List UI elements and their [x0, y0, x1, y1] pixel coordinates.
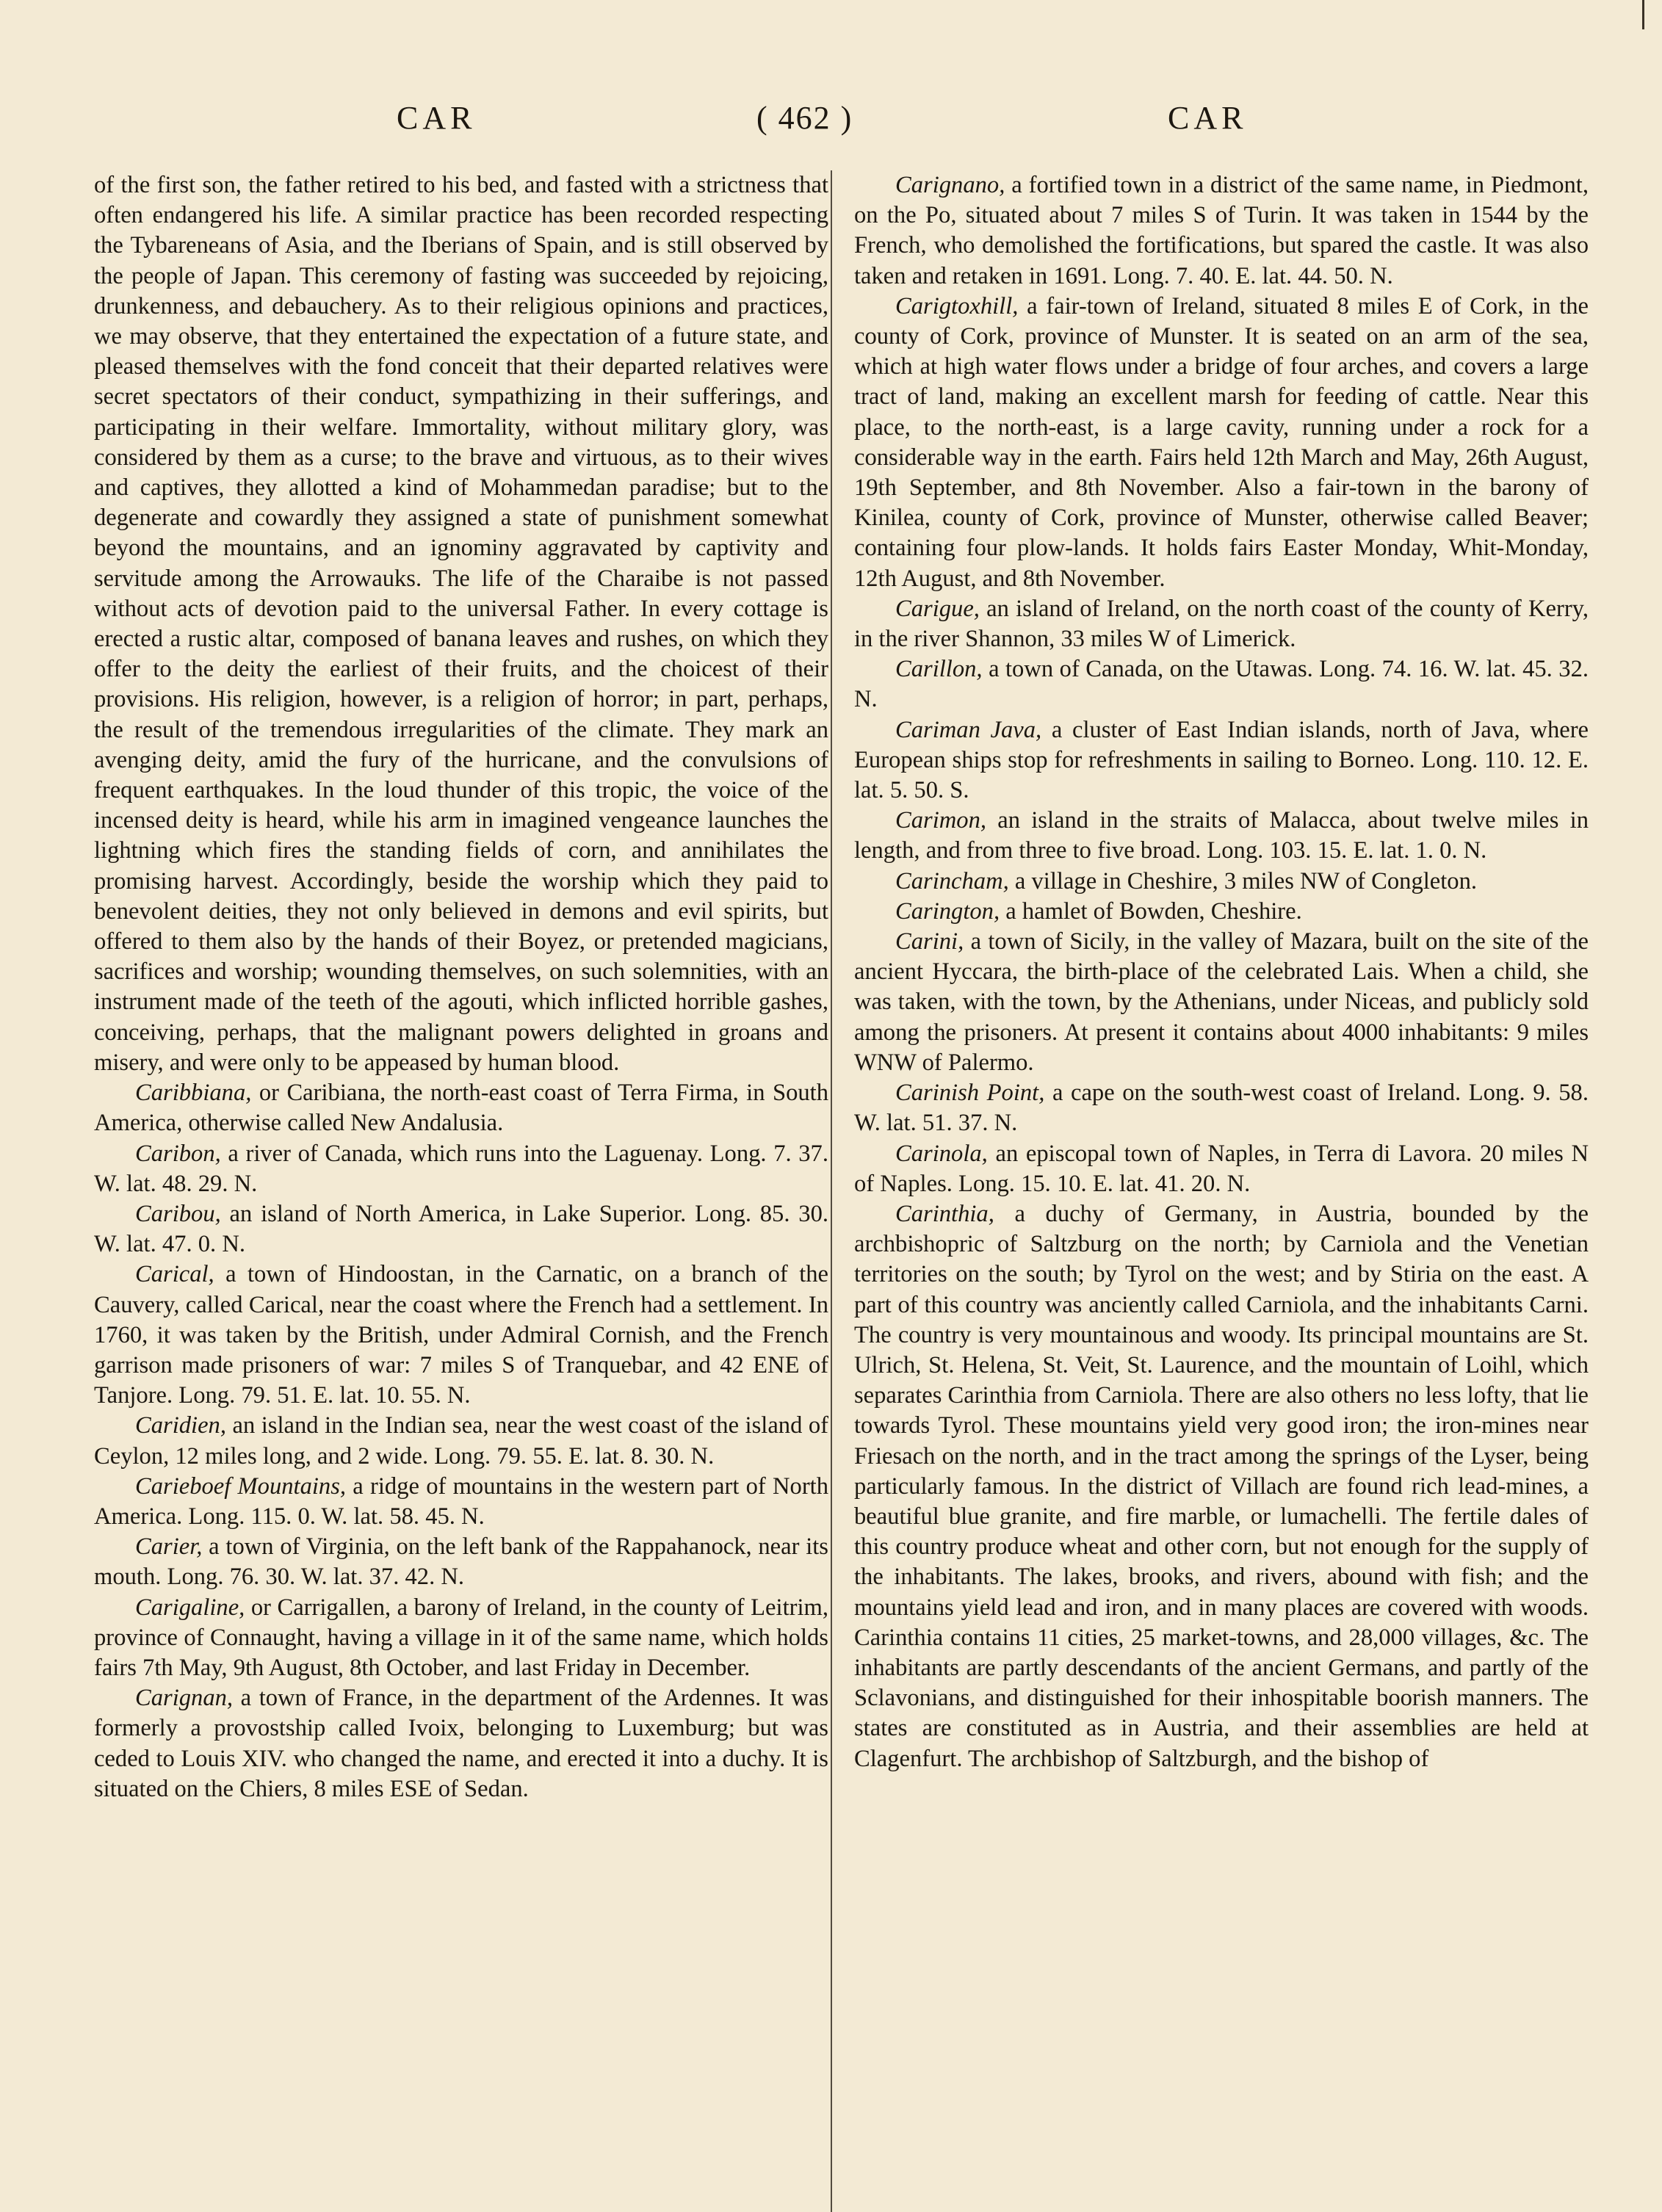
entry-text: a fair-town of Ireland, situated 8 miles E of Cork, in the county of Cork, province of Munster. It is seated on an arm of the sea, which at high water flows under a bridge of four arches, and covers a large tract of land, making an excellent marsh for feeding of cattle. Near this place, to the north-east, is a large cavity, running under a rock for a considerable way in the earth. Fairs held 12th March and May, 26th August, 19th September, and 8th November. Also a fair-town in the barony of Kinilea, county of Cork, province of Munster, otherwise called Beaver; containing four plow-lands. It holds fairs Easter Monday, Whit-Monday, 12th August, and 8th November. [854, 292, 1589, 592]
column-divider [831, 170, 832, 2212]
entry-text: an island in the straits of Malacca, about twelve miles in length, and from three to five broad. Long. 103. 15. E. lat. 1. 0. N. [854, 807, 1589, 864]
running-header [0, 99, 1662, 143]
entry-text: an island in the Indian sea, near the west coast of the island of Ceylon, 12 miles long, and 2 wide. Long. 79. 55. E. lat. 8. 30. N. [94, 1412, 828, 1470]
entry-paragraph [94, 1199, 828, 1259]
entry-text: an episcopal town of Naples, in Terra di Lavora. 20 miles N of Naples. Long. 15. 10. E. lat. 41. 20. N. [854, 1140, 1589, 1197]
entry-text: an island of North America, in Lake Superior. Long. 85. 30. W. lat. 47. 0. N. [94, 1200, 828, 1258]
entry-paragraph [854, 1139, 1589, 1199]
entry-paragraph [854, 927, 1589, 1078]
entry-headword: Carinish Point, [895, 1080, 1045, 1107]
entry-headword: Carignan, [135, 1685, 234, 1712]
entry-headword: Caribon, [135, 1140, 221, 1167]
entry-text: a town of Sicily, in the valley of Mazara, built on the site of the ancient Hyccara, the birth-place of the celebrated Lais. When a child, she was taken, with the town, by the Athenians, under Niceas, and publicly sold among the prisoners. At present it contains about 4000 inhabitants: 9 miles WNW of Palermo. [854, 928, 1589, 1076]
page-number: ( 462 ) [756, 100, 853, 136]
entry-paragraph [94, 1259, 828, 1411]
entry-paragraph [854, 1199, 1589, 1774]
entry-text: or Carrigallen, a barony of Ireland, in the county of Leitrim, province of Connaught, having a village in it of the same name, which holds fairs 7th May, 9th August, 8th October, and last Friday in December. [94, 1594, 828, 1681]
entry-headword: Carigue, [895, 595, 980, 622]
entry-paragraph [94, 1078, 828, 1138]
entry-headword: Carieboef Mountains, [135, 1472, 347, 1500]
entry-text: of the first son, the father retired to his bed, and fasted with a strictness that often endangered his life. A similar practice has been recorded respecting the Tybareneans of Asia, and the Iberians of Spain, and is still observed by the people of Japan. This ceremony of fasting was succeeded by rejoicing, drunkenness, and debauchery. As to their religious opinions and practices, we may observe, that they entertained the expectation of a future state, and pleased themselves with the fond conceit that their departed relatives were secret spectators of their conduct, sympathizing in their sufferings, and participating in their welfare. Immortality, without military glory, was considered by them as a curse; to the brave and virtuous, as to their wives and captives, they allotted a kind of Mohammedan paradise; but to the degenerate and cowardly they assigned a state of punishment somewhat beyond the mountains, and an ignominy aggravated by captivity and servitude among the Arrowauks. The life of the Charaibe is not passed without acts of devotion paid to the universal Father. In every cottage is erected a rustic altar, composed of banana leaves and rushes, on which they offer to the deity the earliest of their fruits, and the choicest of their provisions. His religion, however, is a religion of horror; in part, perhaps, the result of the tremendous irregularities of the climate. They mark an avenging deity, amid the fury of the hurricane, and the convulsions of frequent earthquakes. In the loud thunder of this tropic, the voice of the incensed deity is heard, while his arm in imagined vengeance launches the lightning which fires the standing fields of corn, and annihilates the promising harvest. Accordingly, beside the worship which they paid to benevolent deities, they not only believed in demons and evil spirits, but offered to them also by the hands of their Boyez, or pretended magicians, sacrifices and worship; wounding themselves, on such solemnities, with an instrument made of the teeth of the agouti, which inflicted horrible gashes, conceiving, perhaps, that the malignant powers delighted in groans and misery, and were only to be appeased by human blood. [94, 172, 828, 1076]
entry-text: a town of Virginia, on the left bank of the Rappahanock, near its mouth. Long. 76. 30. W. lat. 37. 42. N. [94, 1533, 828, 1591]
entry-text: a river of Canada, which runs into the Laguenay. Long. 7. 37. W. lat. 48. 29. N. [94, 1140, 828, 1197]
entry-paragraph [94, 1532, 828, 1592]
entry-headword: Carini, [895, 928, 964, 955]
entry-text: a fortified town in a district of the same name, in Piedmont, on the Po, situated about 7 miles S of Turin. It was taken in 1544 by the French, who demolished the fortifications, but spared the castle. It was also taken and retaken in 1691. Long. 7. 40. E. lat. 44. 50. N. [854, 172, 1589, 289]
entry-text: a town of France, in the department of the Ardennes. It was formerly a provostship called Ivoix, belonging to Luxemburg; but was ceded to Louis XIV. who changed the name, and erected it into a duchy. It is situated on the Chiers, 8 miles ESE of Sedan. [94, 1685, 828, 1802]
entry-paragraph [854, 867, 1589, 897]
entry-text: a duchy of Germany, in Austria, bounded by the archbishopric of Saltzburg on the north; by Carniola and the Venetian territories on the south; by Tyrol on the west; and by Stiria on the east. A part of this country was anciently called Carniola, and the inhabitants Carni. The country is very mountainous and woody. Its principal mountains are St. Ulrich, St. Helena, St. Veit, St. Laurence, and the mountain of Loihl, which separates Carinthia from Carniola. There are also others no less lofty, that lie towards Tyrol. These mountains yield very good iron; the iron-mines near Friesach on the north, and in the tract among the springs of the Lyser, being particularly famous. In the district of Villach are found rich lead-mines, a beautiful blue granite, and fire marble, or lumachelli. The fertile dales of this country produce wheat and other corn, but not enough for the supply of the inhabitants. The lakes, brooks, and rivers, abound with fish; and the mountains yield lead and iron, and in many places are covered with woods. Carinthia contains 11 cities, 25 market-towns, and 28,000 villages, &c. The inhabitants are partly descendants of the ancient Germans, and partly of the Sclavonians, and distinguished for their inhospitable boorish manners. The states are constituted as in Austria, and their assemblies are held at Clagenfurt. The archbishop of Saltzburgh, and the bishop of [854, 1200, 1589, 1772]
entry-headword: Carimon, [895, 807, 986, 834]
entry-headword: Caribbiana, [135, 1080, 252, 1107]
entry-paragraph [854, 654, 1589, 715]
entry-paragraph [94, 1593, 828, 1684]
header-right-word: CAR [1168, 100, 1248, 136]
entry-paragraph [94, 170, 828, 1078]
entry-paragraph [94, 1472, 828, 1532]
entry-headword: Carigtoxhill, [895, 292, 1019, 319]
entry-text: a cluster of East Indian islands, north of Java, where European ships stop for refreshments in sailing to Borneo. Long. 110. 12. E. lat. 5. 50. S. [854, 716, 1589, 804]
entry-paragraph [94, 1683, 828, 1804]
entry-text: an island of Ireland, on the north coast of the county of Kerry, in the river Shannon, 33 miles W of Limerick. [854, 595, 1589, 653]
entry-headword: Carillon, [895, 656, 983, 683]
entry-headword: Carier, [135, 1533, 203, 1561]
entry-text: a village in Cheshire, 3 miles NW of Congleton. [1008, 867, 1478, 894]
entry-headword: Carinola, [895, 1140, 988, 1167]
left-column [94, 170, 828, 1804]
entry-text: a ridge of mountains in the western part of North America. Long. 115. 0. W. lat. 58. 45. N. [94, 1472, 829, 1530]
entry-paragraph [854, 715, 1589, 806]
entry-headword: Carington, [895, 897, 1000, 925]
right-column [854, 170, 1589, 1774]
page-edge-mark [1642, 0, 1644, 29]
entry-headword: Caridien, [135, 1412, 226, 1439]
entry-headword: Carigaline, [135, 1594, 245, 1621]
entry-headword: Carignano, [895, 172, 1005, 198]
entry-paragraph [854, 897, 1589, 927]
entry-paragraph [854, 806, 1589, 866]
entry-text: or Caribiana, the north-east coast of Terra Firma, in South America, otherwise called New Andalusia. [94, 1080, 828, 1137]
entry-text: a town of Hindoostan, in the Carnatic, on a branch of the Cauvery, called Carical, near the coast where the French had a settlement. In 1760, it was taken by the British, under Admiral Cornish, and the French garrison made prisoners of war: 7 miles S of Tranquebar, and 42 ENE of Tanjore. Long. 79. 51. E. lat. 10. 55. N. [94, 1261, 828, 1409]
entry-headword: Cariman Java, [895, 716, 1042, 743]
entry-headword: Carinthia, [895, 1200, 994, 1227]
entry-paragraph [854, 292, 1589, 594]
entry-text: a cape on the south-west coast of Ireland. Long. 9. 58. W. lat. 51. 37. N. [854, 1080, 1589, 1137]
entry-headword: Carincham, [895, 867, 1009, 894]
entry-paragraph [94, 1411, 828, 1471]
entry-headword: Carical, [135, 1261, 214, 1288]
entry-text: a hamlet of Bowden, Cheshire. [1000, 897, 1302, 925]
entry-text: a town of Canada, on the Utawas. Long. 74. 16. W. lat. 45. 32. N. [854, 656, 1589, 713]
entry-paragraph [94, 1139, 828, 1199]
entry-paragraph [854, 170, 1589, 292]
entry-paragraph [854, 1078, 1589, 1138]
entry-headword: Caribou, [135, 1200, 221, 1227]
header-left-word: CAR [397, 100, 477, 136]
entry-paragraph [854, 594, 1589, 654]
